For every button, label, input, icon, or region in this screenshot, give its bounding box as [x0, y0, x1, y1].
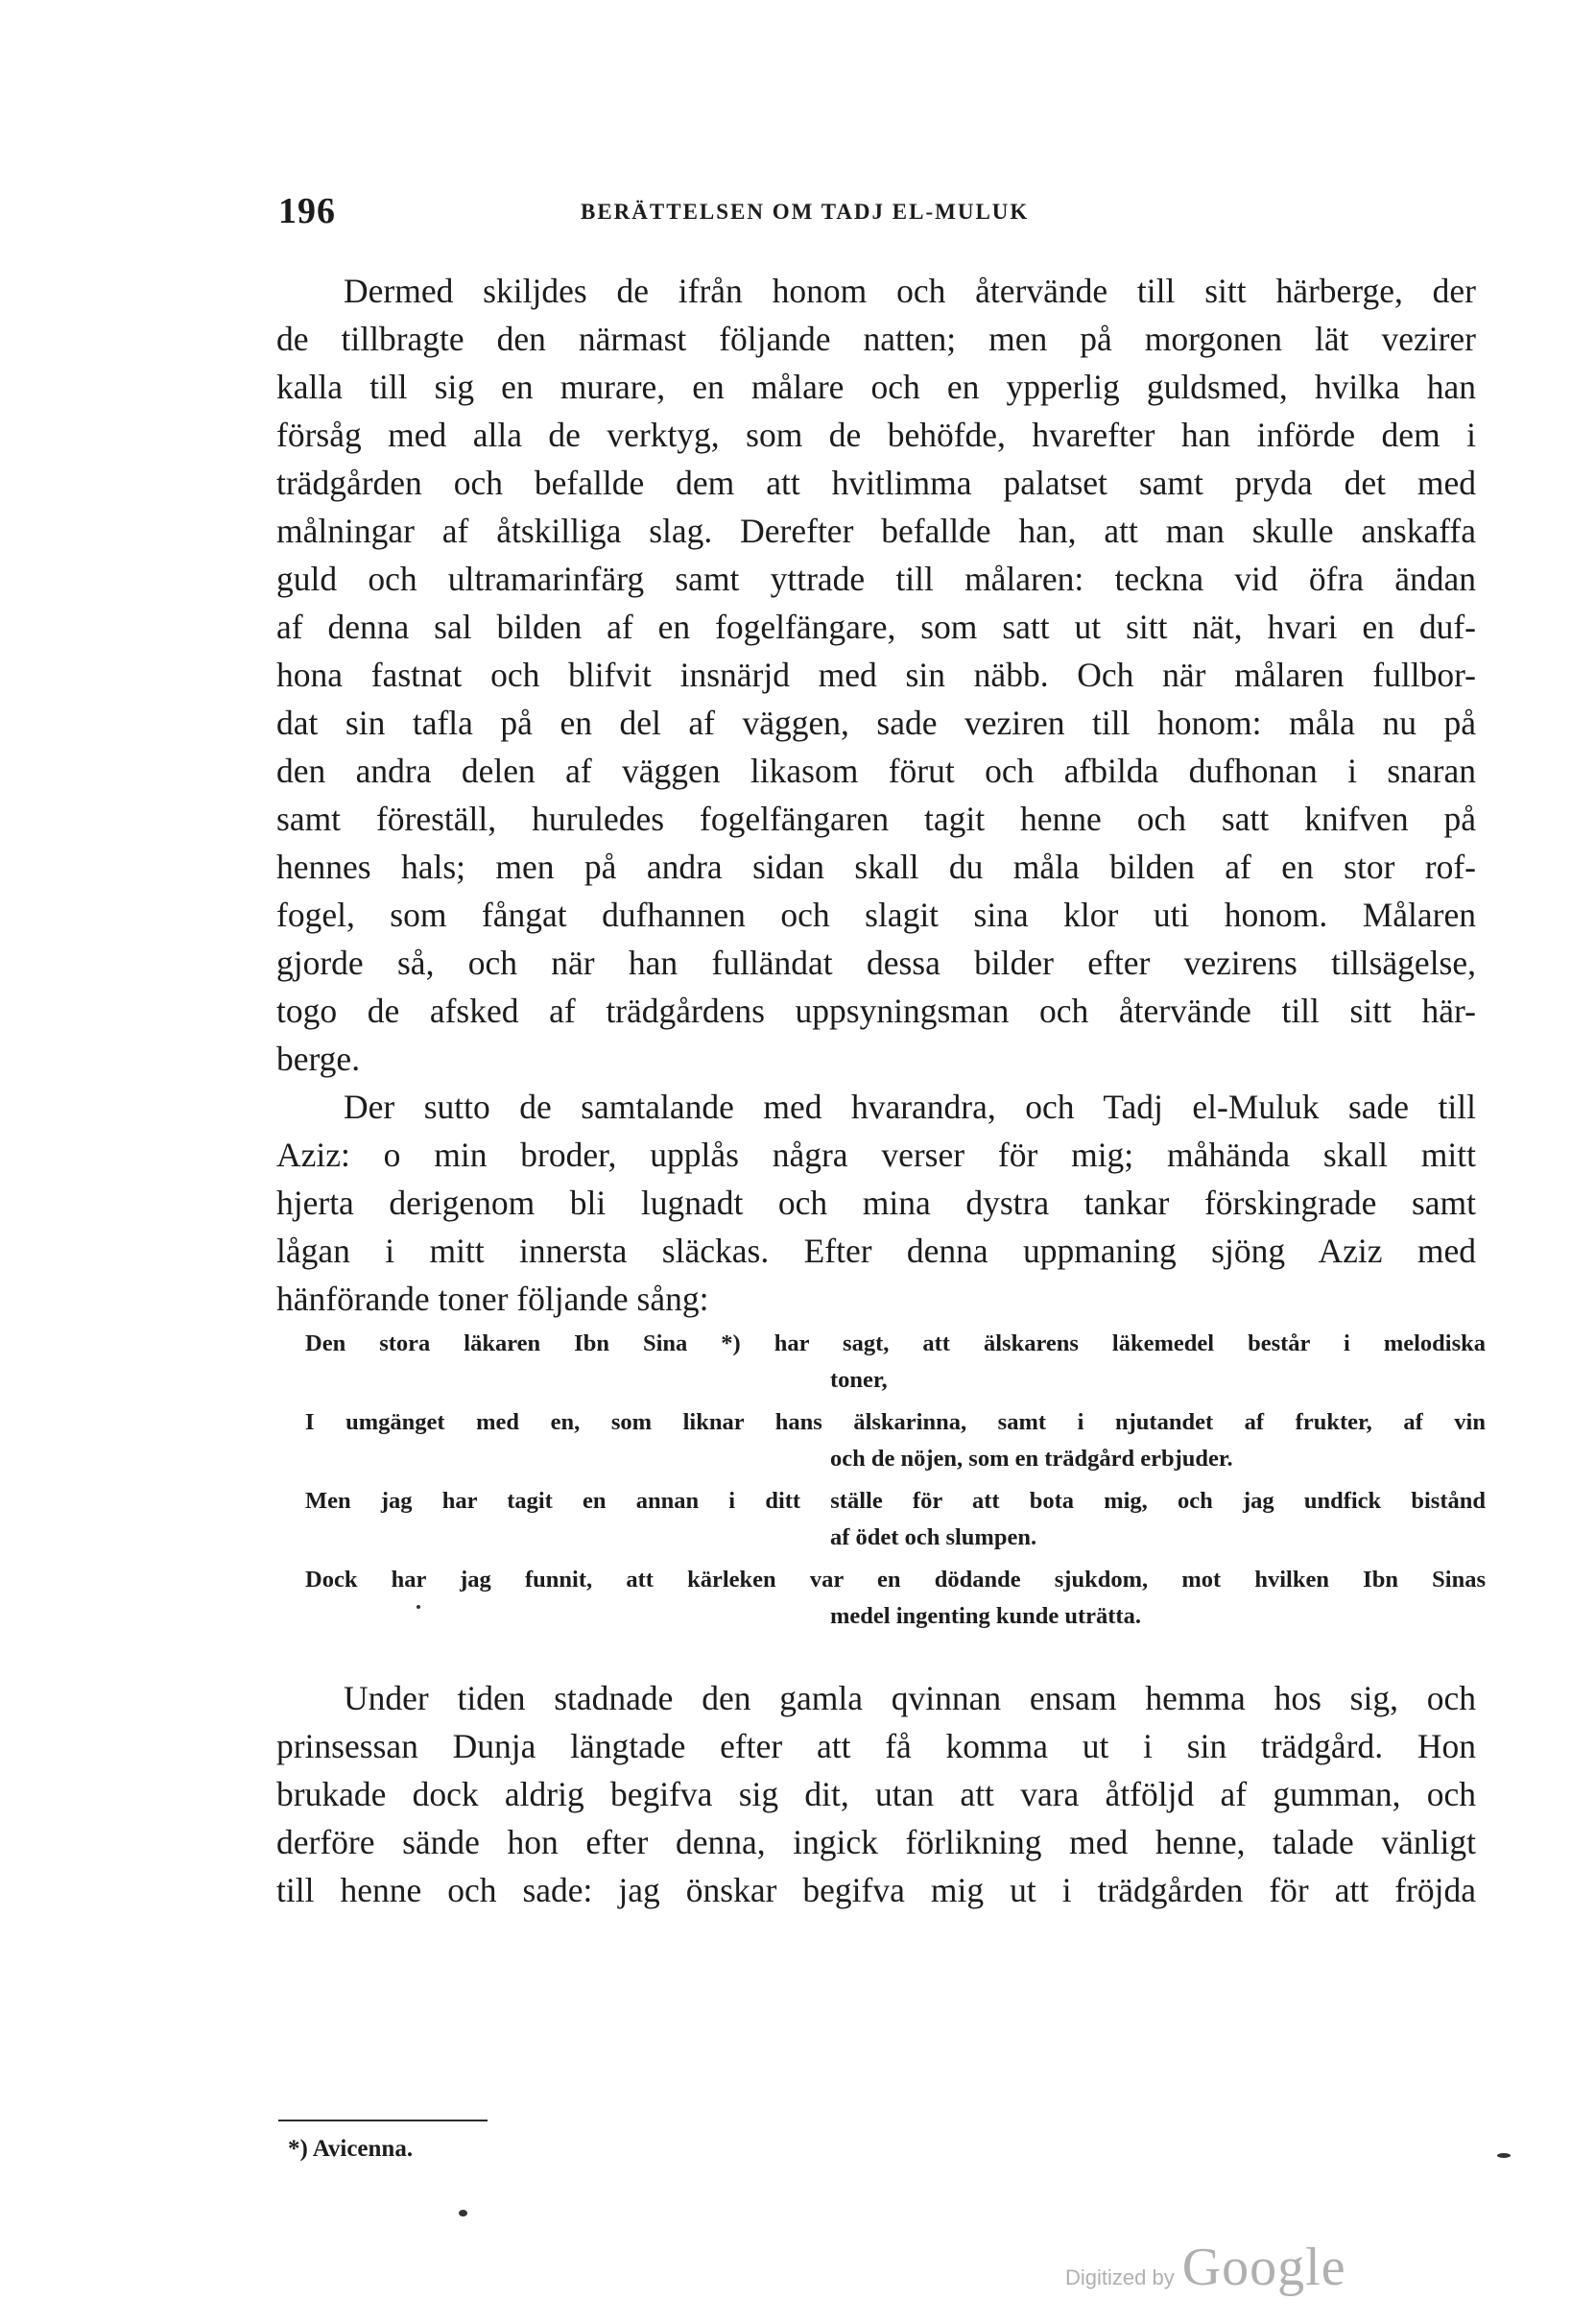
text-line: brukade dock aldrig begifva sig dit, utan att vara åtföljd af gumman, och: [276, 1775, 1476, 1813]
text-line: försåg med alla de verktyg, som de behöfde, hvarefter han införde dem i: [276, 416, 1476, 454]
text-line: gjorde så, och när han fulländat dessa bilder efter vezirens tillsägelse,: [276, 944, 1476, 982]
text-line: samt föreställ, huruledes fogelfängaren tagit henne och satt knifven på: [276, 800, 1476, 838]
poem-line: Den stora läkaren Ibn Sina *) har sagt, att älskarens läkemedel består i melodiska: [305, 1330, 1486, 1356]
text-line: Der sutto de samtalande med hvarandra, och Tadj el-Muluk sade till: [344, 1088, 1476, 1126]
google-logo: Google: [1181, 2238, 1346, 2297]
text-line: hona fastnat och blifvit insnärjd med sin näbb. Och när målaren fullbor-: [276, 656, 1476, 694]
digitized-by-google-watermark: [1065, 2237, 1346, 2298]
page-number: 196: [278, 191, 336, 231]
text-line: hennes hals; men på andra sidan skall du måla bilden af en stor rof-: [276, 848, 1476, 886]
text-line: den andra delen af väggen likasom förut och afbilda dufhonan i snaran: [276, 752, 1476, 790]
text-line: dat sin tafla på en del af väggen, sade veziren till honom: måla nu på: [276, 704, 1476, 742]
poem-line: I umgänget med en, som liknar hans älskarinna, samt i njutandet af frukter, af vin: [305, 1409, 1486, 1435]
poem-line-continuation: och de nöjen, som en trädgård erbjuder.: [830, 1446, 1233, 1472]
poem-line-continuation: af ödet och slumpen.: [830, 1524, 1037, 1550]
footnote: *) Avicenna.: [288, 2136, 414, 2162]
text-line: trädgården och befallde dem att hvitlimma palatset samt pryda det med: [276, 464, 1476, 502]
text-line: berge.: [276, 1040, 361, 1078]
text-line: af denna sal bilden af en fogelfängare, som satt ut sitt nät, hvari en duf-: [276, 608, 1476, 646]
page-header: [278, 190, 1478, 238]
text-line: hjerta derigenom bli lugnadt och mina dystra tankar förskingrade samt: [276, 1184, 1476, 1222]
text-line: de tillbragte den närmast följande natten; men på morgonen lät vezirer: [276, 320, 1476, 358]
text-line: kalla till sig en murare, en målare och en ypperlig guldsmed, hvilka han: [276, 368, 1476, 406]
ink-speck: [459, 2210, 467, 2216]
text-line: lågan i mitt innersta släckas. Efter denna uppmaning sjöng Aziz med: [276, 1232, 1476, 1270]
text-line: guld och ultramarinfärg samt yttrade till målaren: teckna vid öfra ändan: [276, 560, 1476, 598]
watermark-prefix: Digitized by: [1065, 2265, 1175, 2289]
poem-line: Men jag har tagit en annan i ditt ställe för att bota mig, och jag undfick bistånd: [305, 1488, 1486, 1514]
poem-line-continuation: toner,: [830, 1367, 888, 1393]
footnote-rule: [278, 2120, 488, 2121]
ink-speck: [417, 1605, 420, 1609]
text-line: hänförande toner följande sång:: [276, 1280, 709, 1318]
text-line: togo de afsked af trädgårdens uppsyningsman och återvände till sitt här-: [276, 992, 1476, 1030]
text-line: Dermed skiljdes de ifrån honom och återvände till sitt härberge, der: [344, 272, 1476, 310]
ink-speck: [1497, 2153, 1511, 2158]
text-line: fogel, som fångat dufhannen och slagit sina klor uti honom. Målaren: [276, 896, 1476, 934]
poem-line-continuation: medel ingenting kunde uträtta.: [830, 1603, 1141, 1629]
text-line: Under tiden stadnade den gamla qvinnan ensam hemma hos sig, och: [344, 1679, 1476, 1717]
text-line: prinsessan Dunja längtade efter att få komma ut i sin trädgård. Hon: [276, 1727, 1476, 1765]
text-line: målningar af åtskilliga slag. Derefter befallde han, att man skulle anskaffa: [276, 512, 1476, 550]
poem-line: Dock har jag funnit, att kärleken var en dödande sjukdom, mot hvilken Ibn Sinas: [305, 1567, 1486, 1593]
running-head: BERÄTTELSEN OM TADJ EL-MULUK: [581, 200, 1030, 224]
text-line: derföre sände hon efter denna, ingick förlikning med henne, talade vänligt: [276, 1823, 1476, 1861]
text-line: till henne och sade: jag önskar begifva mig ut i trädgården för att fröjda: [276, 1871, 1476, 1909]
text-line: Aziz: o min broder, upplås några verser för mig; måhända skall mitt: [276, 1136, 1476, 1174]
